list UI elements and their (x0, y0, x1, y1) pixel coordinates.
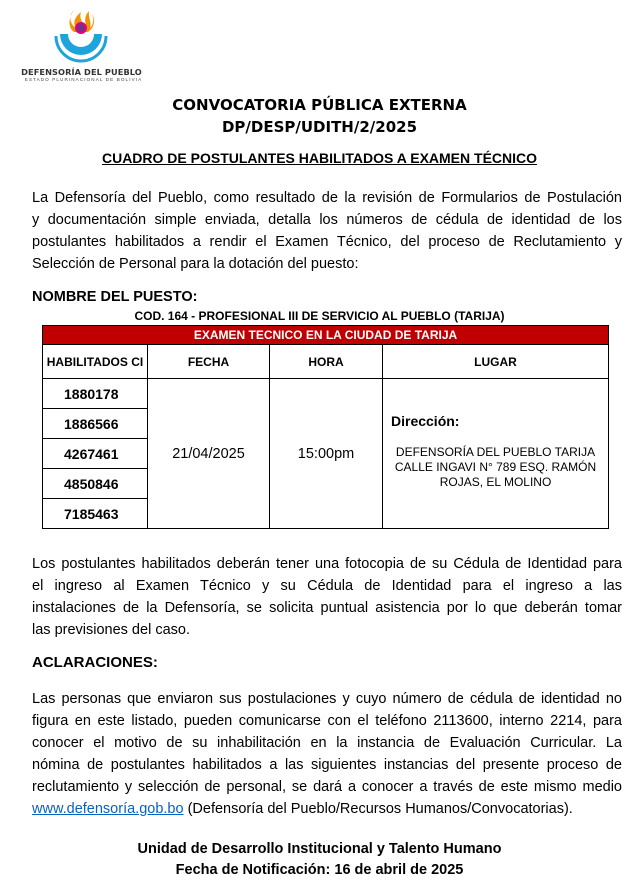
document-title: CONVOCATORIA PÚBLICA EXTERNA (172, 96, 467, 114)
website-link[interactable]: www.defensoría.gob.bo (32, 801, 184, 817)
puesto-label: NOMBRE DEL PUESTO: (32, 289, 198, 305)
direccion-text: DEFENSORÍA DEL PUEBLO TARIJA CALLE INGAVI N° 789 ESQ. RAMÓN ROJAS, EL MOLINO (394, 445, 597, 489)
aclaraciones-title: ACLARACIONES: (32, 654, 158, 671)
defensoria-emblem-icon (52, 6, 110, 64)
aclaraciones-line: nómina de postulantes habilitados a las siguientes instancias del presente proceso de (32, 757, 622, 773)
footer-unit: Unidad de Desarrollo Institucional y Talento Humano (137, 841, 502, 857)
footer-date: Fecha de Notificación: 16 de abril de 2025 (175, 862, 464, 878)
aclaraciones-line: Las personas que enviaron sus postulaciones y cuyo número de cédula de identidad no (32, 691, 622, 707)
header-hora: HORA (270, 345, 383, 379)
intro-paragraph (32, 187, 622, 275)
note-line: el ingreso al Examen Técnico y su Cédula de Identidad para el ingreso a las (32, 578, 622, 594)
logo (14, 6, 149, 82)
link-suffix: (Defensoría del Pueblo/Recursos Humanos/Convocatorias). (183, 801, 573, 817)
ci-cell: 4850846 (43, 469, 148, 499)
note-line: las previsiones del caso. (32, 622, 190, 638)
direccion-label: Dirección: (391, 413, 460, 429)
header-lugar: LUGAR (383, 345, 609, 379)
hora-cell: 15:00pm (270, 379, 383, 529)
table-banner: EXAMEN TECNICO EN LA CIUDAD DE TARIJA (43, 326, 609, 345)
header-ci: HABILITADOS CI (43, 345, 148, 379)
note-line: Los postulantes habilitados deberán tener una fotocopia de su Cédula de Identidad para (32, 556, 622, 572)
lugar-cell (383, 379, 609, 529)
ci-cell: 4267461 (43, 439, 148, 469)
note-line: instalaciones de la Defensoría, se solicita puntual asistencia por lo que deberán tomar (32, 600, 622, 616)
logo-title: DEFENSORÍA DEL PUEBLO (21, 67, 142, 77)
ci-cell: 1880178 (43, 379, 148, 409)
fecha-cell: 21/04/2025 (148, 379, 270, 529)
aclaraciones-line: reclutamiento y selección de personal, se dará a conocer a través de este mismo medio (32, 779, 622, 795)
note-paragraph (32, 553, 622, 641)
aclaraciones-line: conocer el motivo de su inhabilitación en la instancia de Evaluación Curricular. La (32, 735, 622, 751)
puesto-code: COD. 164 - PROFESIONAL III DE SERVICIO AL PUEBLO (TARIJA) (134, 309, 505, 323)
intro-line: postulantes habilitados a rendir el Examen Técnico, del proceso de Reclutamiento y (32, 234, 622, 250)
aclaraciones-line: figura en este listado, pueden comunicarse con el teléfono 2113600, interno 2214, para (32, 713, 622, 729)
intro-line: La Defensoría del Pueblo, como resultado de la revisión de Formularios de Postulación (32, 190, 622, 206)
header-fecha: FECHA (148, 345, 270, 379)
logo-subtitle: ESTADO PLURINACIONAL DE BOLIVIA (24, 77, 143, 82)
aclaraciones-last-line (32, 798, 622, 820)
ci-cell: 1886566 (43, 409, 148, 439)
ci-cell: 7185463 (43, 499, 148, 529)
aclaraciones-paragraph (32, 688, 622, 820)
document-code: DP/DESP/UDITH/2/2025 (221, 118, 418, 136)
exam-table (42, 325, 609, 529)
intro-line: Selección de Personal para la dotación del puesto: (32, 256, 359, 272)
intro-line: y documentación simple enviada, detalla los números de cédula de identidad de los (32, 212, 622, 228)
document-subtitle: CUADRO DE POSTULANTES HABILITADOS A EXAMEN TÉCNICO (101, 150, 538, 166)
